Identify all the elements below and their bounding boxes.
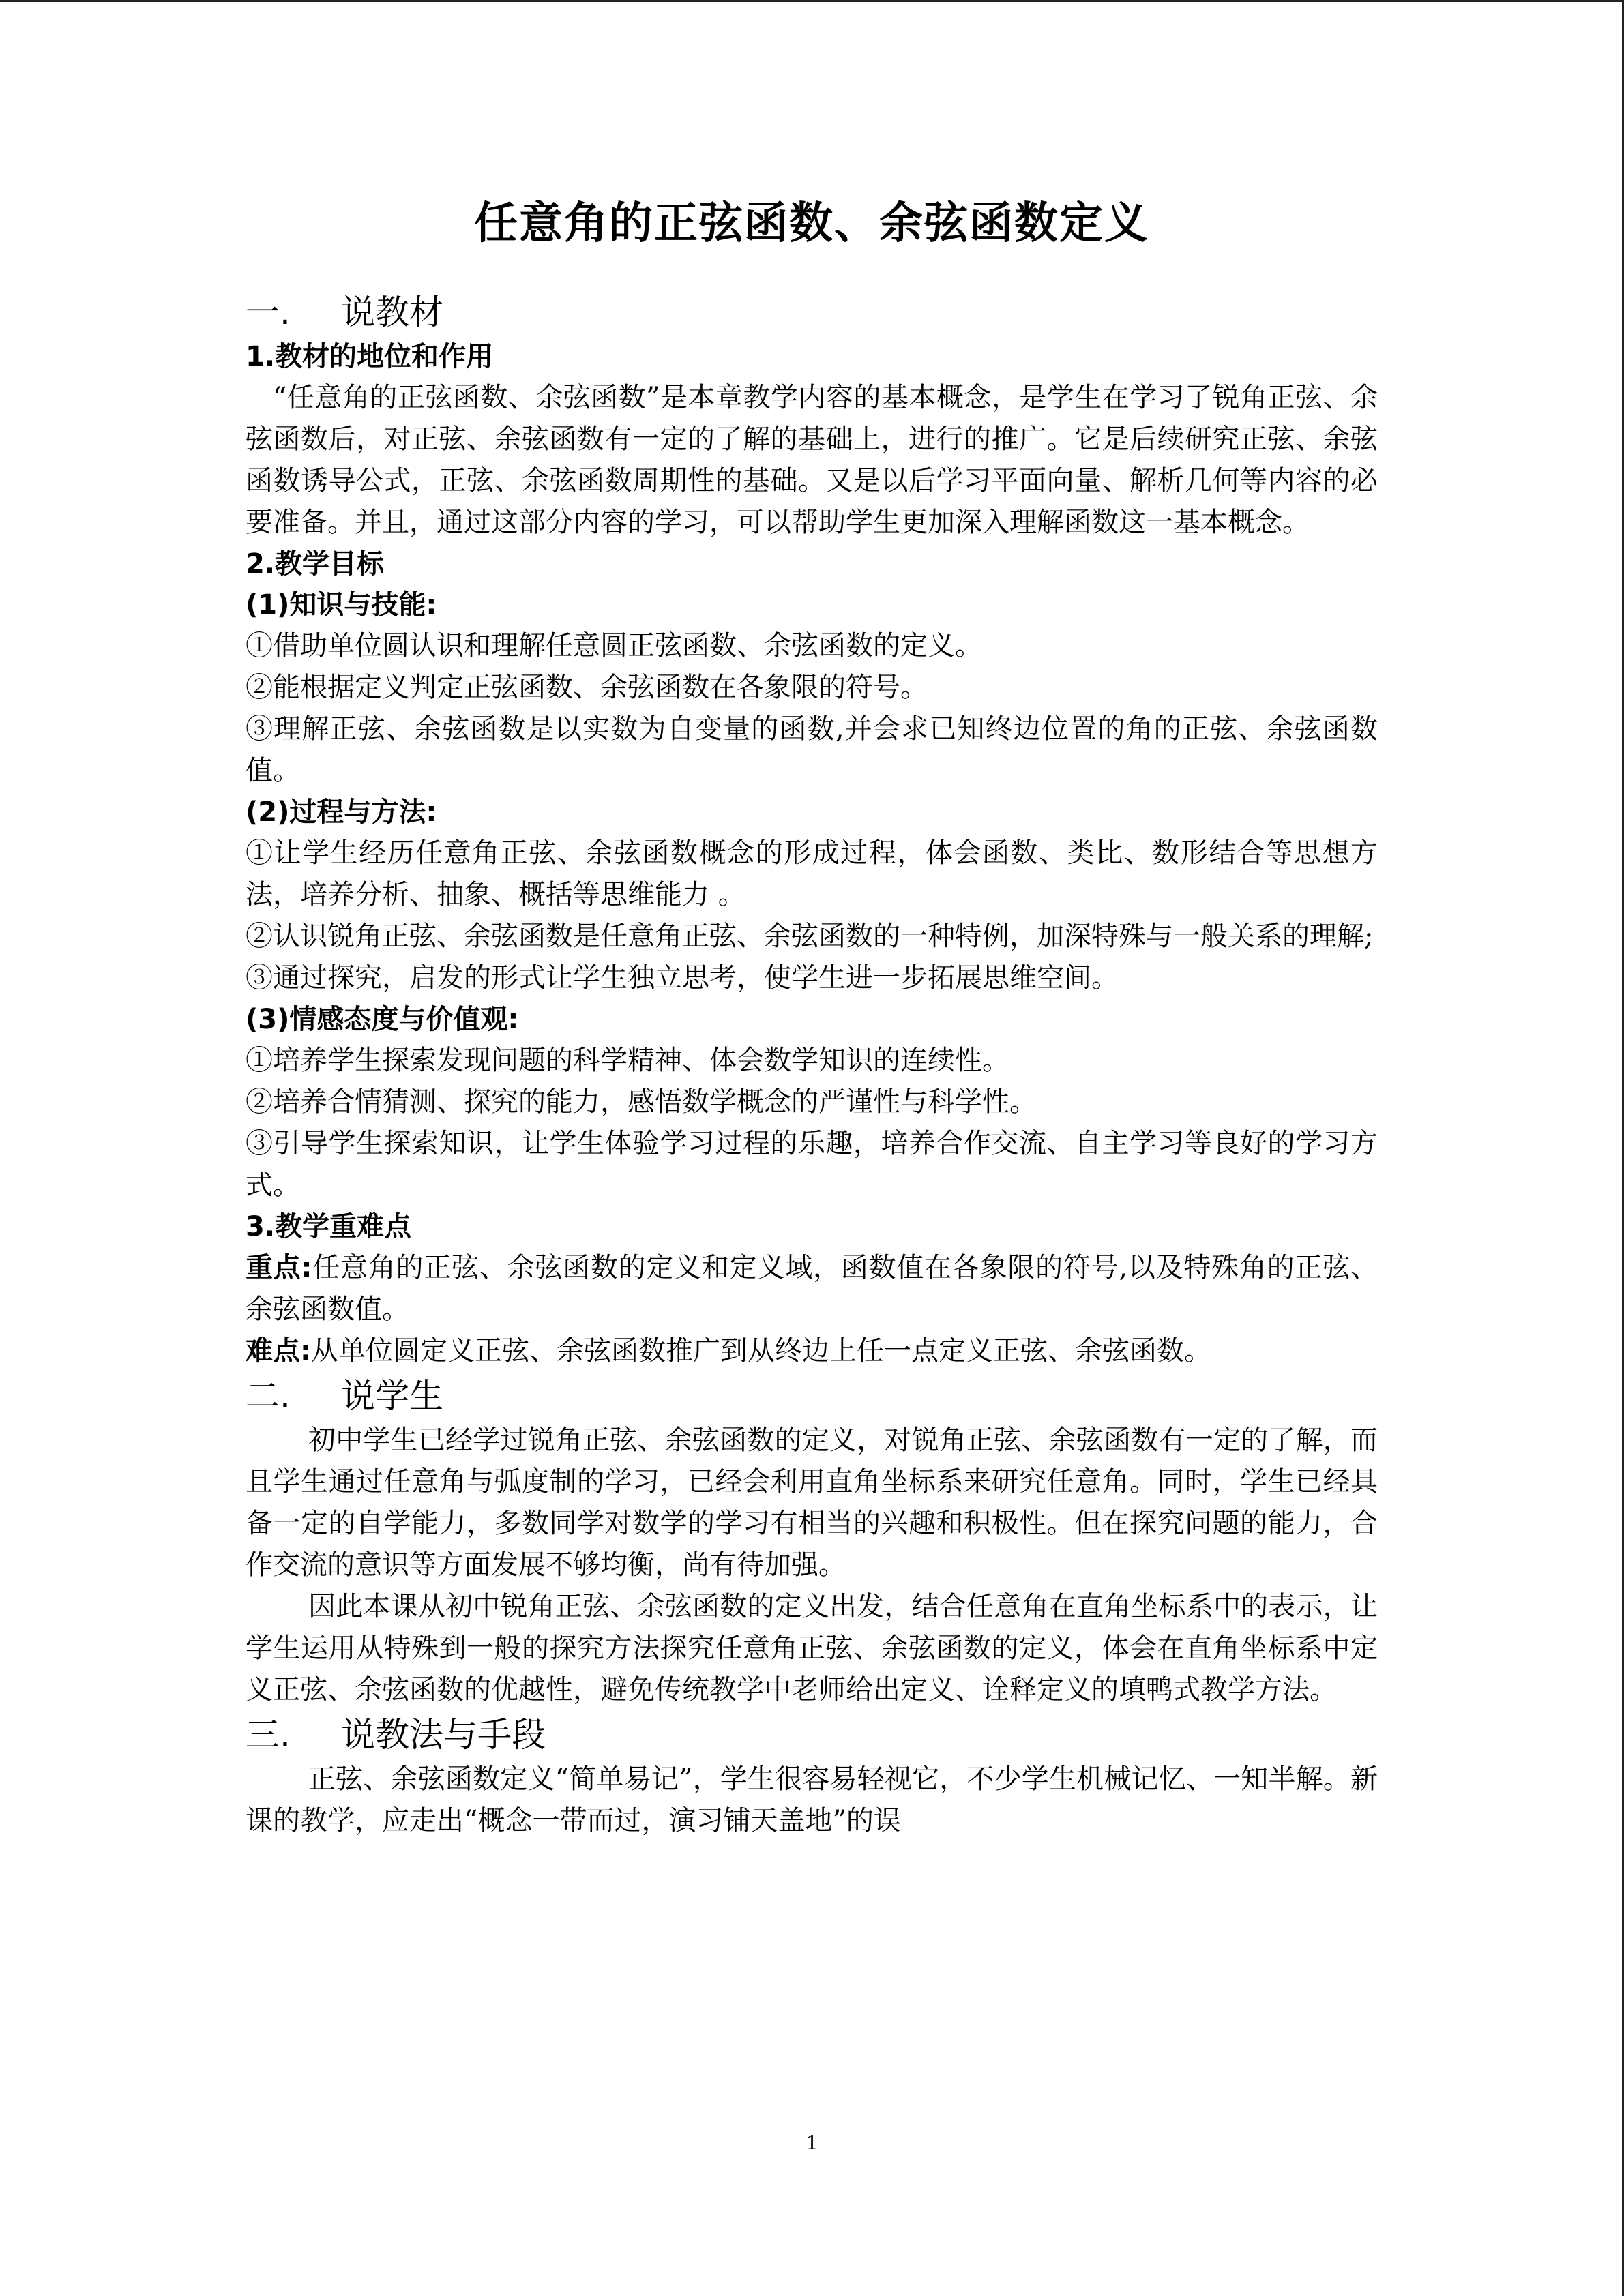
paragraph: 正弦、余弦函数定义“简单易记”，学生很容易轻视它，不少学生机械记忆、一知半解。新课的教学，应走出“概念一带而过，演习铺天盖地”的误 xyxy=(246,1763,1378,1836)
subsection-heading: 1.教材的地位和作用 xyxy=(246,341,494,372)
goal-item: ①让学生经历任意角正弦、余弦函数概念的形成过程，体会函数、类比、数形结合等思想方法，培养分析、抽象、概括等思维能力 。 xyxy=(246,837,1378,910)
goal-item: ②能根据定义判定正弦函数、余弦函数在各象限的符号。 xyxy=(246,672,928,703)
goal-item: ②认识锐角正弦、余弦函数是任意角正弦、余弦函数的一种特例，加深特殊与一般关系的理解; xyxy=(246,921,1374,952)
difficulty-text: 从单位圆定义正弦、余弦函数推广到从终边上任一点定义正弦、余弦函数。 xyxy=(311,1335,1211,1367)
goal-heading: (1)知识与技能: xyxy=(246,589,437,621)
goal-item: ③引导学生探索知识，让学生体验学习过程的乐趣，培养合作交流、自主学习等良好的学习方式。 xyxy=(246,1128,1378,1201)
goal-item: ①借助单位圆认识和理解任意圆正弦函数、余弦函数的定义。 xyxy=(246,630,982,661)
page-number: 1 xyxy=(806,2132,818,2154)
section-title: 说学生 xyxy=(341,1376,443,1416)
subsection-heading: 2.教学目标 xyxy=(246,548,385,580)
section-heading-1 xyxy=(246,288,1378,336)
section-number: 三. xyxy=(246,1715,291,1755)
subsection-heading: 3.教学重难点 xyxy=(246,1211,412,1242)
key-point-text: 任意角的正弦、余弦函数的定义和定义域，函数值在各象限的符号,以及特殊角的正弦、余弦函数值。 xyxy=(246,1252,1378,1325)
paragraph: 初中学生已经学过锐角正弦、余弦函数的定义，对锐角正弦、余弦函数有一定的了解，而且学生通过任意角与弧度制的学习，已经会利用直角坐标系来研究任意角。同时，学生已经具备一定的自学能力，多数同学对数学的学习有相当的兴趣和积极性。但在探究问题的能力，合作交流的意识等方面发展不够均衡，尚有待加强。 xyxy=(246,1425,1378,1581)
key-point-label: 重点: xyxy=(246,1252,312,1283)
paragraph: “任意角的正弦函数、余弦函数”是本章教学内容的基本概念，是学生在学习了锐角正弦、余弦函数后，对正弦、余弦函数有一定的了解的基础上，进行的推广。它是后续研究正弦、余弦函数诱导公式，正弦、余弦函数周期性的基础。又是以后学习平面向量、解析几何等内容的必要准备。并且，通过这部分内容的学习，可以帮助学生更加深入理解函数这一基本概念。 xyxy=(246,382,1378,538)
section-number: 二. xyxy=(246,1376,291,1416)
section-title: 说教法与手段 xyxy=(341,1715,546,1755)
goal-heading: (3)情感态度与价值观: xyxy=(246,1004,519,1035)
section-heading-3 xyxy=(246,1711,1378,1759)
document-content xyxy=(246,193,1378,1842)
section-number: 一. xyxy=(246,293,291,332)
goal-heading: (2)过程与方法: xyxy=(246,796,437,828)
goal-item: ③理解正弦、余弦函数是以实数为自变量的函数,并会求已知终边位置的角的正弦、余弦函数值。 xyxy=(246,713,1378,786)
key-point-paragraph xyxy=(246,1247,1378,1330)
goal-item: ③通过探究，启发的形式让学生独立思考，使学生进一步拓展思维空间。 xyxy=(246,962,1119,994)
goal-item: ①培养学生探索发现问题的科学精神、体会数学知识的连续性。 xyxy=(246,1045,1009,1076)
paragraph: 因此本课从初中锐角正弦、余弦函数的定义出发，结合任意角在直角坐标系中的表示，让学生运用从特殊到一般的探究方法探究任意角正弦、余弦函数的定义，体会在直角坐标系中定义正弦、余弦函数的优越性，避免传统教学中老师给出定义、诠释定义的填鸭式教学方法。 xyxy=(246,1591,1378,1705)
difficulty-paragraph xyxy=(246,1330,1378,1372)
section-heading-2 xyxy=(246,1372,1378,1420)
goal-item: ②培养合情猜测、探究的能力，感悟数学概念的严谨性与科学性。 xyxy=(246,1086,1037,1118)
difficulty-label: 难点: xyxy=(246,1335,311,1367)
document-title: 任意角的正弦函数、余弦函数定义 xyxy=(474,198,1149,249)
section-title: 说教材 xyxy=(341,293,443,332)
